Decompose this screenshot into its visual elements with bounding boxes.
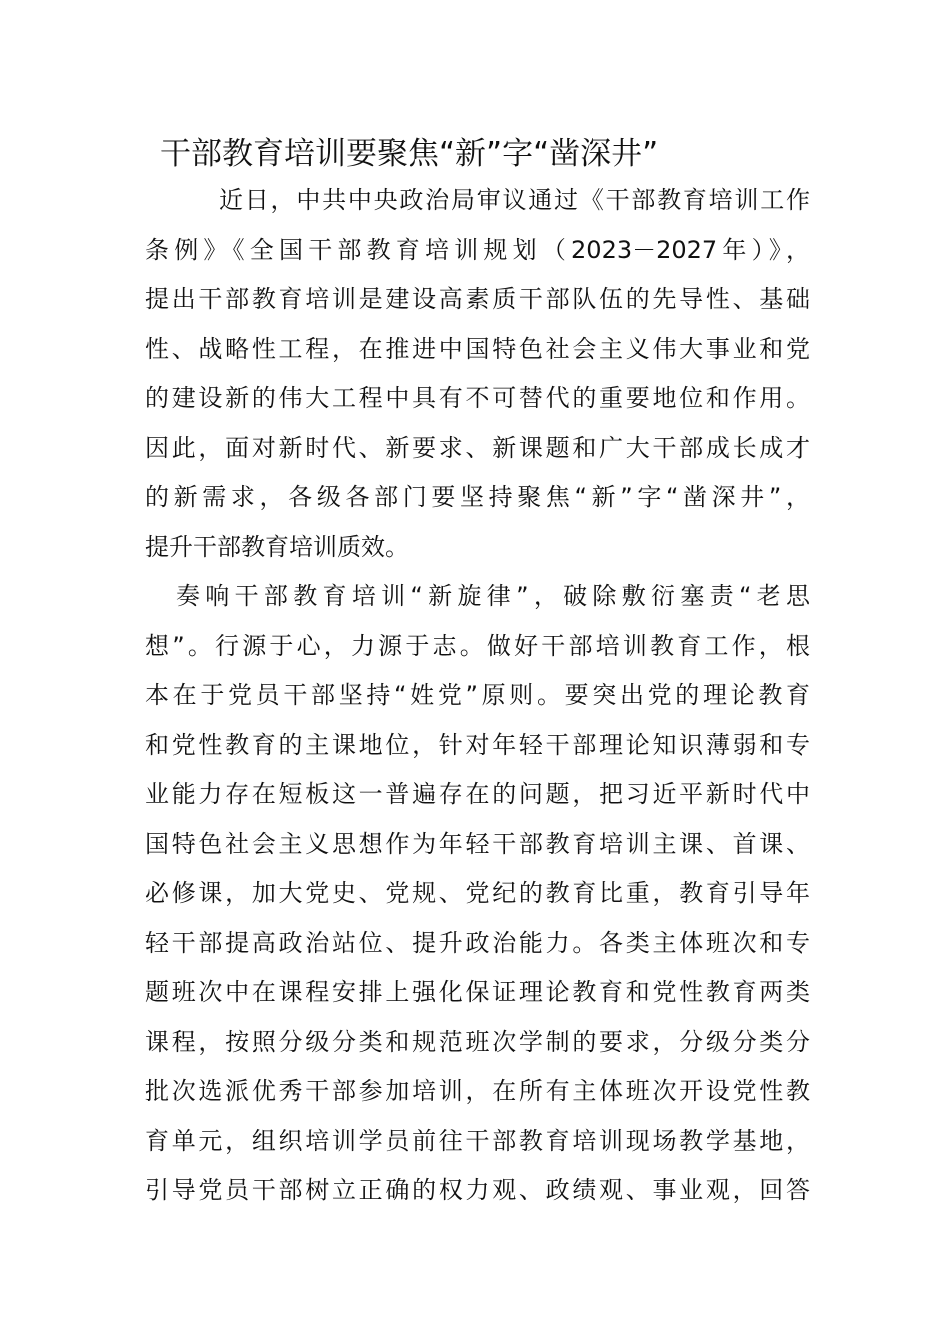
paragraph-2-line-10: 课程，按照分级分类和规范班次学制的要求，分级分类分 [145,1027,810,1056]
paragraph-2-line-3: 本在于党员干部坚持“姓党”原则。要突出党的理论教育 [145,681,810,709]
paragraph-2-line-11: 批次选派优秀干部参加培训，在所有主体班次开设党性教 [145,1077,810,1105]
document-body [145,176,810,1216]
paragraph-1-line-4: 性、战略性工程，在推进中国特色社会主义伟大事业和党 [145,334,810,363]
paragraph-1-line-6: 因此，面对新时代、新要求、新课题和广大干部成长成才 [145,433,810,462]
paragraph-1-line-3: 提出干部教育培训是建设高素质干部队伍的先导性、基础 [145,285,810,313]
document-title: 干部教育培训要聚焦“新”字“凿深井” [160,136,659,172]
paragraph-2-line-12: 育单元，组织培训学员前往干部教育培训现场教学基地， [145,1126,810,1155]
paragraph-2-line-4: 和党性教育的主课地位，针对年轻干部理论知识薄弱和专 [145,730,810,759]
paragraph-2-line-5: 业能力存在短板这一普遍存在的问题，把习近平新时代中 [145,780,810,808]
paragraph-2-line-1: 奏响干部教育培训“新旋律”，破除敷衍塞责“老思 [176,582,810,610]
paragraph-1-line-8: 提升干部教育培训质效。 [145,532,409,561]
paragraph-1-line-2: 条例》《全国干部教育培训规划（2023－2027年）》， [145,235,810,264]
paragraph-2-line-8: 轻干部提高政治站位、提升政治能力。各类主体班次和专 [145,928,810,957]
paragraph-1-line-1: 近日，中共中央政治局审议通过《干部教育培训工作 [219,186,810,214]
paragraph-2-line-7: 必修课，加大党史、党规、党纪的教育比重，教育引导年 [145,879,810,907]
paragraph-2-line-13: 引导党员干部树立正确的权力观、政绩观、事业观，回答 [145,1176,810,1204]
paragraph-2-line-9: 题班次中在课程安排上强化保证理论教育和党性教育两类 [145,978,810,1006]
paragraph-2-line-6: 国特色社会主义思想作为年轻干部教育培训主课、首课、 [145,829,810,858]
paragraph-1-line-5: 的建设新的伟大工程中具有不可替代的重要地位和作用。 [145,384,810,412]
paragraph-2-line-2: 想”。行源于心，力源于志。做好干部培训教育工作，根 [145,631,810,660]
paragraph-1-line-7: 的新需求，各级各部门要坚持聚焦“新”字“凿深井”， [145,483,810,511]
